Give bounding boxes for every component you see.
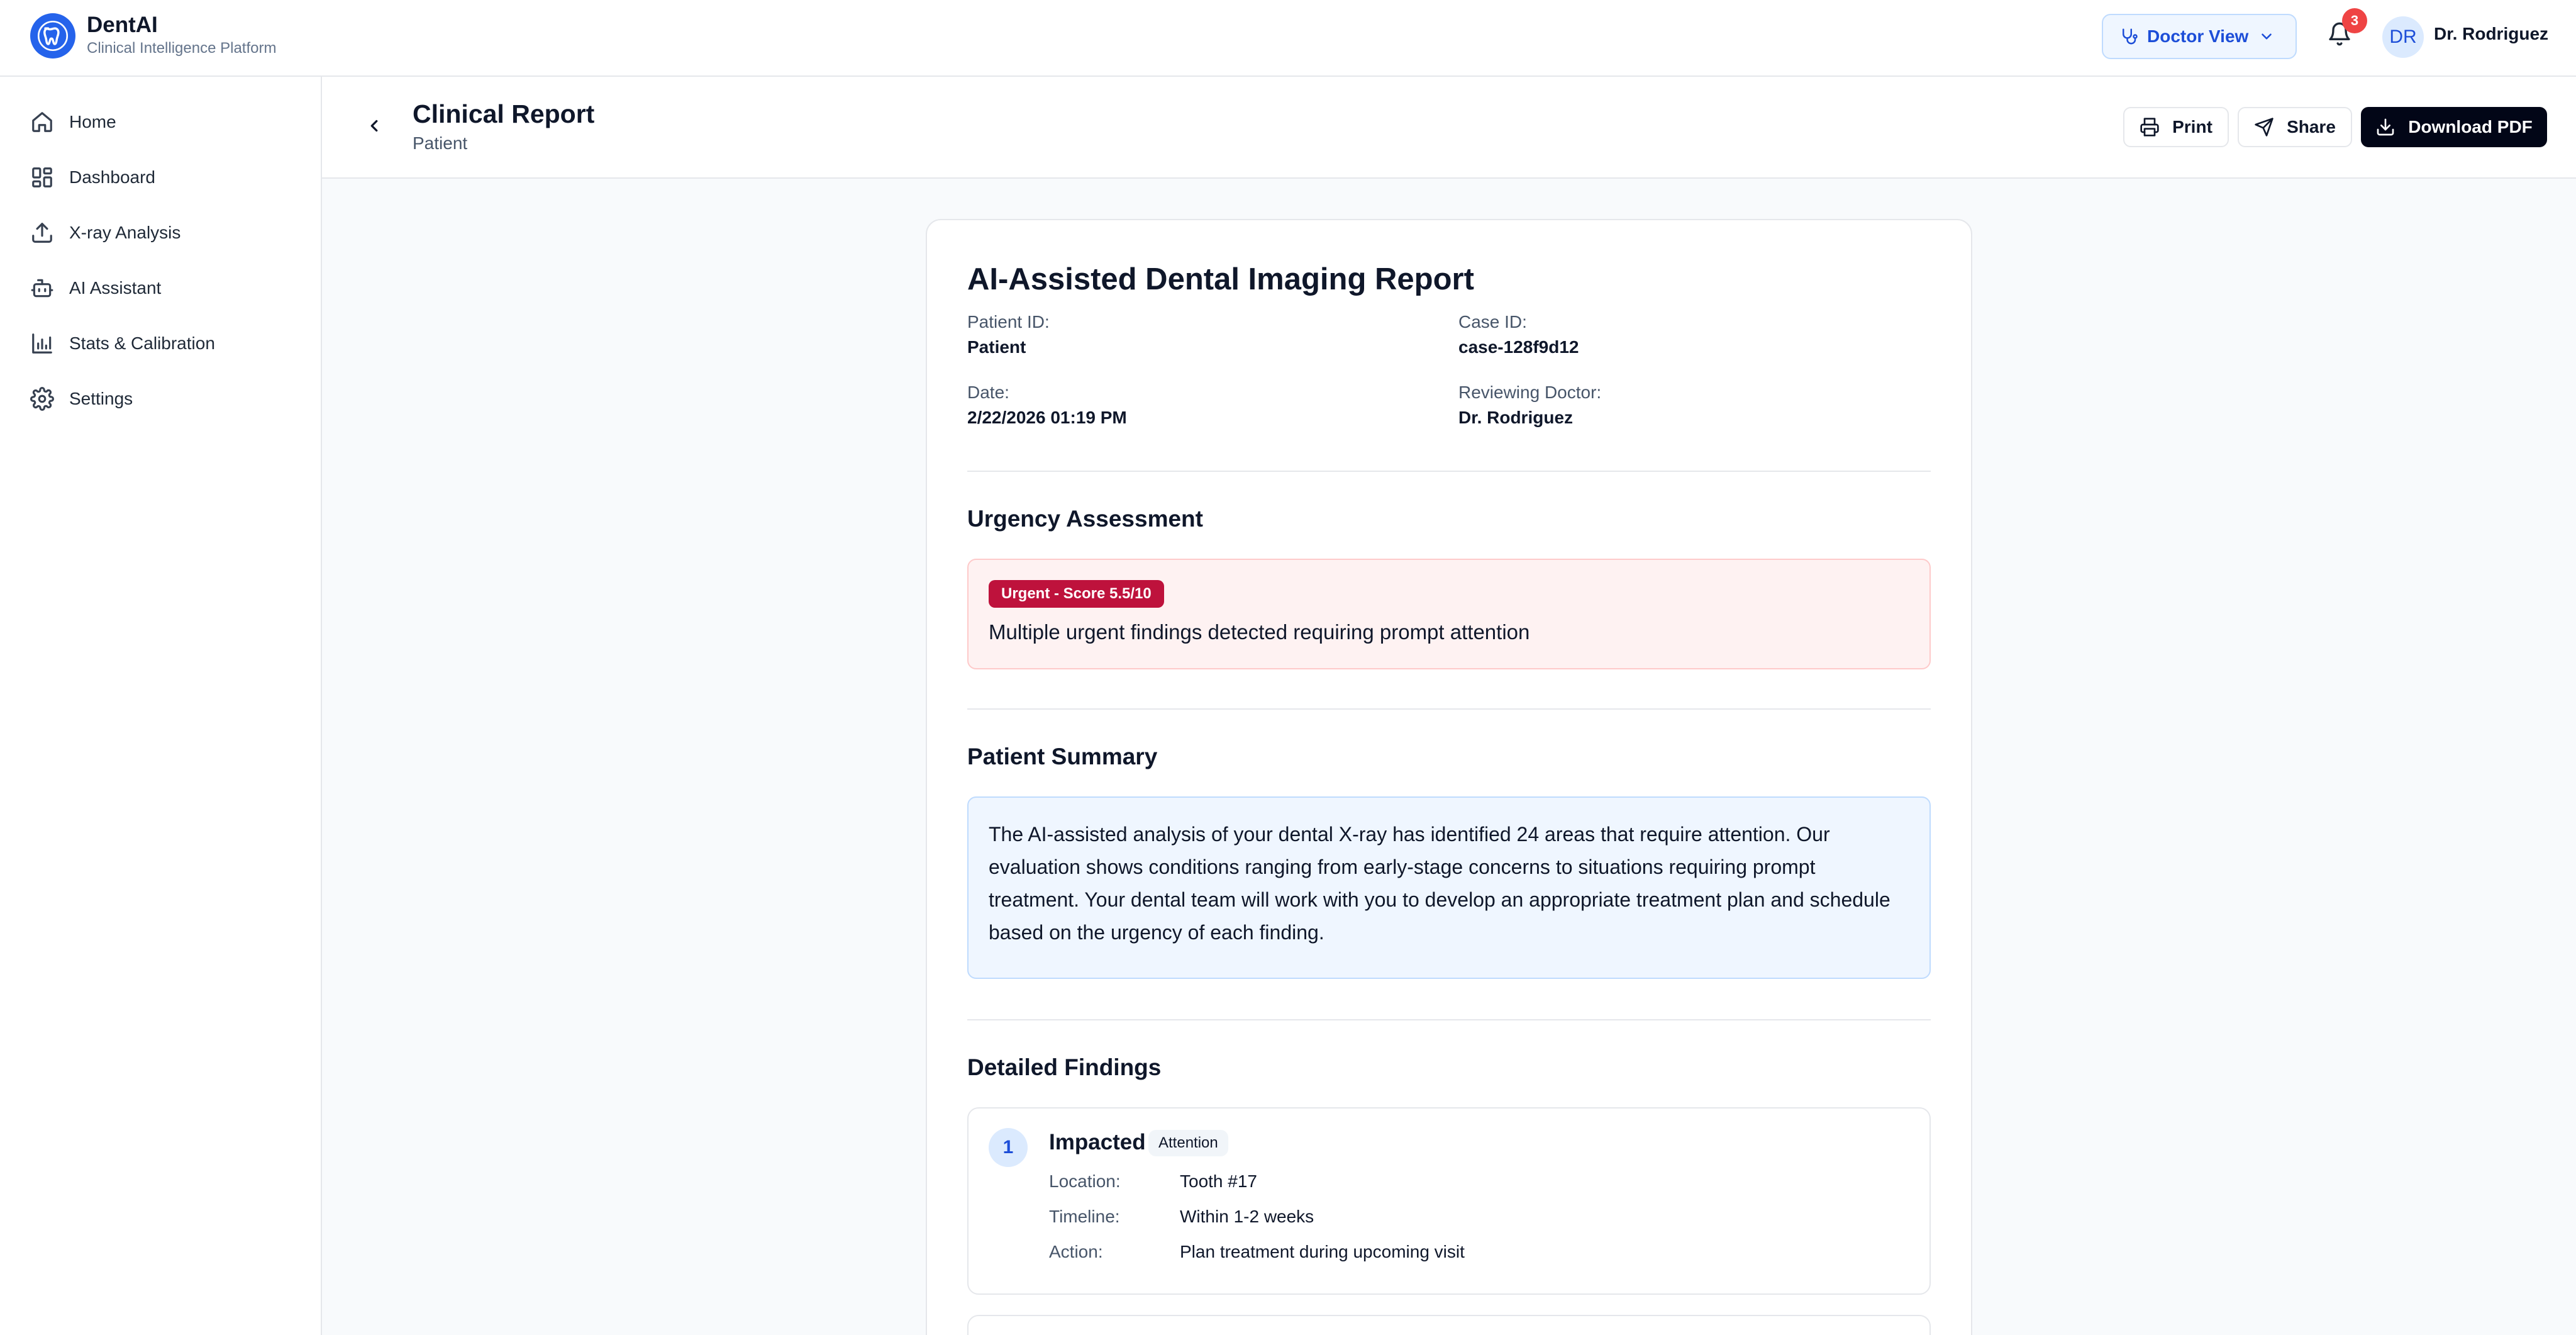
case-id-label: Case ID: xyxy=(1458,312,1527,332)
sidebar-item-dashboard[interactable] xyxy=(15,155,311,200)
print-label: Print xyxy=(2172,117,2212,137)
patient-id-label: Patient ID: xyxy=(967,312,1050,332)
sidebar-item-label: Dashboard xyxy=(69,167,155,187)
send-icon xyxy=(2254,117,2274,137)
finding-location-value: Tooth #17 xyxy=(1180,1171,1257,1191)
urgency-text: Multiple urgent findings detected requiring prompt attention xyxy=(989,620,1530,644)
page-title: Clinical Report xyxy=(413,99,595,128)
sidebar-item-label: AI Assistant xyxy=(69,278,162,298)
reviewing-doctor-value: Dr. Rodriguez xyxy=(1458,408,1574,427)
finding-severity-badge: Attention xyxy=(1148,1130,1228,1156)
sidebar-item-label: Home xyxy=(69,112,116,131)
finding-location-label: Location: xyxy=(1049,1171,1121,1191)
reviewing-doctor-label: Reviewing Doctor: xyxy=(1458,383,1602,402)
patient-summary-heading: Patient Summary xyxy=(967,744,1158,769)
detailed-findings-heading: Detailed Findings xyxy=(967,1054,1162,1080)
sidebar-item-label: Stats & Calibration xyxy=(69,333,215,353)
report-title: AI-Assisted Dental Imaging Report xyxy=(967,262,1474,296)
case-id-value: case-128f9d12 xyxy=(1458,337,1579,357)
sidebar-item-label: X-ray Analysis xyxy=(69,223,181,242)
avatar[interactable]: DR xyxy=(2382,16,2424,58)
finding-timeline-value: Within 1-2 weeks xyxy=(1180,1207,1314,1226)
section-divider xyxy=(967,708,1931,710)
view-toggle-label: Doctor View xyxy=(2147,26,2249,46)
finding-card[interactable] xyxy=(967,1315,1931,1335)
sidebar-item-xray-analysis[interactable] xyxy=(15,210,311,255)
share-button[interactable] xyxy=(2238,107,2352,147)
patient-summary-box xyxy=(967,796,1931,979)
home-icon xyxy=(30,110,54,134)
urgency-badge: Urgent - Score 5.5/10 xyxy=(989,580,1164,608)
tooth-icon xyxy=(30,13,75,59)
bar-chart-icon xyxy=(30,332,54,355)
sidebar-item-settings[interactable] xyxy=(15,376,311,422)
stethoscope-icon xyxy=(2119,27,2138,46)
upload-icon xyxy=(30,221,54,245)
back-button[interactable] xyxy=(357,112,391,140)
finding-number: 1 xyxy=(989,1128,1028,1167)
printer-icon xyxy=(2140,117,2160,137)
section-divider xyxy=(967,471,1931,472)
finding-action-label: Action: xyxy=(1049,1242,1103,1261)
app-name: DentAI xyxy=(87,13,158,37)
chevron-left-icon xyxy=(365,116,384,135)
download-icon xyxy=(2375,117,2396,137)
sidebar-item-ai-assistant[interactable] xyxy=(15,265,311,311)
print-button[interactable] xyxy=(2123,107,2229,147)
top-header xyxy=(0,0,2576,77)
sidebar-item-home[interactable] xyxy=(15,99,311,145)
sidebar-item-label: Settings xyxy=(69,389,133,408)
notification-count-badge: 3 xyxy=(2342,8,2367,33)
date-label: Date: xyxy=(967,383,1009,402)
brand[interactable] xyxy=(30,13,276,59)
app-subtitle: Clinical Intelligence Platform xyxy=(87,40,277,57)
date-value: 2/22/2026 01:19 PM xyxy=(967,408,1127,427)
bot-icon xyxy=(30,276,54,300)
share-label: Share xyxy=(2287,117,2336,137)
dashboard-icon xyxy=(30,165,54,189)
urgency-box xyxy=(967,559,1931,669)
sidebar-item-stats-calibration[interactable] xyxy=(15,321,311,366)
patient-id-value: Patient xyxy=(967,337,1026,357)
download-pdf-button[interactable] xyxy=(2361,107,2547,147)
patient-summary-text: The AI-assisted analysis of your dental X-ray has identified 24 areas that require attention. Our evaluation shows conditions ranging from early-stage concerns to situations requiring prompt treatment. Your dental team will work with you to develop an appropriate treatment plan and schedule based on the urgency of each finding. xyxy=(989,823,1890,944)
download-pdf-label: Download PDF xyxy=(2408,117,2533,137)
user-name[interactable]: Dr. Rodriguez xyxy=(2434,24,2549,43)
finding-timeline-label: Timeline: xyxy=(1049,1207,1120,1226)
gear-icon xyxy=(30,387,54,411)
finding-action-value: Plan treatment during upcoming visit xyxy=(1180,1242,1465,1261)
page-subtitle: Patient xyxy=(413,133,468,153)
view-toggle-dropdown[interactable] xyxy=(2102,14,2297,59)
finding-title: Impacted xyxy=(1049,1130,1146,1154)
chevron-down-icon xyxy=(2258,28,2275,45)
urgency-heading: Urgency Assessment xyxy=(967,506,1203,532)
section-divider xyxy=(967,1019,1931,1020)
